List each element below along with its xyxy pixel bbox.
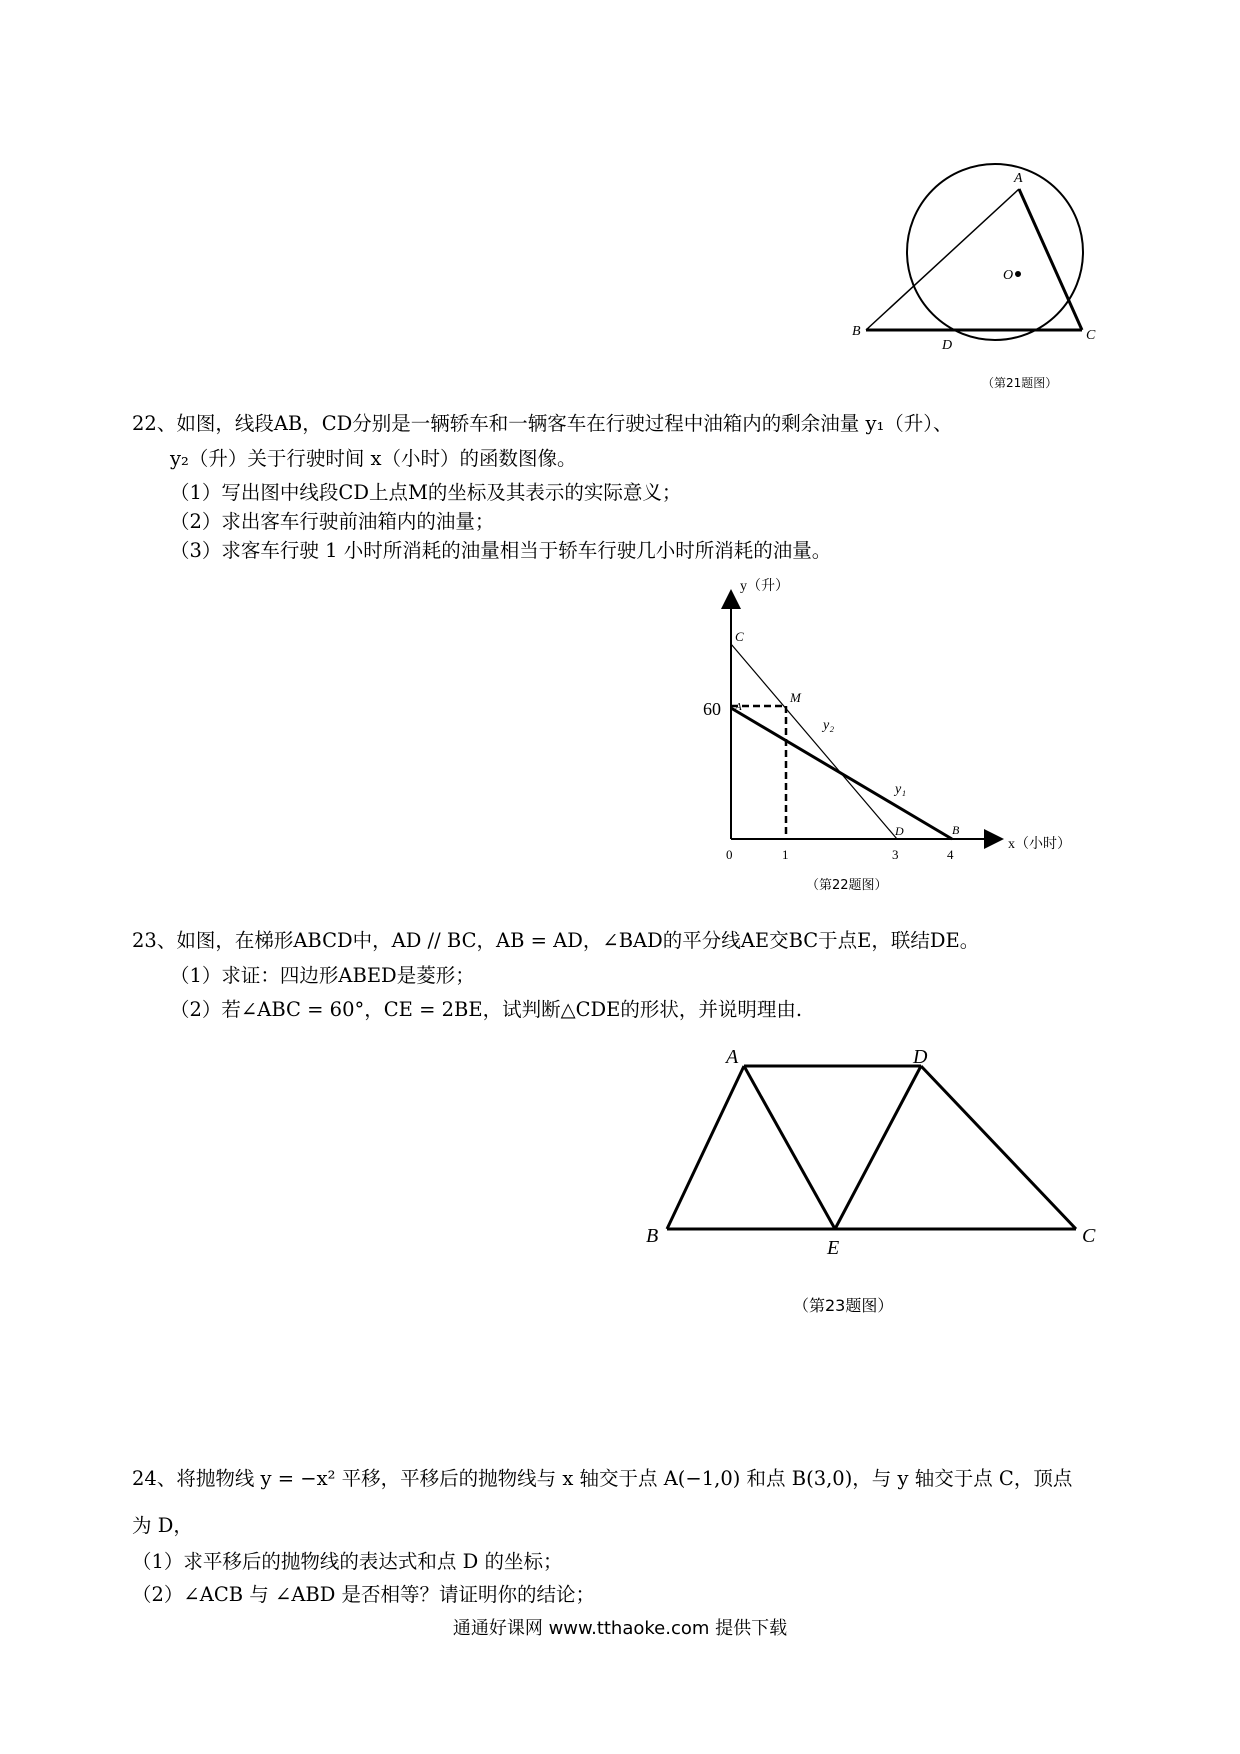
q24-line2: 为 D，	[132, 1514, 193, 1537]
label-d: D	[895, 824, 904, 838]
label-d: D	[942, 338, 953, 353]
q24-part2: （2）∠ACB 与 ∠ABD 是否相等？请证明你的结论；	[132, 1583, 596, 1606]
figure-23	[640, 1035, 1120, 1260]
q22-part2: （2）求出客车行驶前油箱内的油量；	[170, 510, 495, 533]
q22-part3: （3）求客车行驶 1 小时所消耗的油量相当于轿车行驶几小时所消耗的油量。	[170, 539, 832, 562]
label-a: A	[726, 1046, 739, 1068]
label-y2: y₂	[823, 718, 835, 733]
circle-o	[907, 164, 1083, 340]
q23-line1: 23、如图，在梯形ABCD中，AD // BC，AB = AD，∠BAD的平分线AE交BC于点E，联结DE。	[132, 929, 980, 952]
tick-4: 4	[947, 847, 954, 862]
label-b: B	[646, 1225, 659, 1247]
segment-ae	[744, 1066, 835, 1229]
q22-line2: y₂（升）关于行驶时间 x（小时）的函数图像。	[170, 447, 577, 470]
q22-part1: （1）写出图中线段CD上点M的坐标及其表示的实际意义；	[170, 481, 682, 504]
label-a: A	[735, 701, 742, 713]
segment-dc	[921, 1066, 1076, 1229]
label-b: B	[952, 823, 960, 837]
label-c: C	[735, 629, 744, 644]
label-y1: y₁	[895, 782, 907, 797]
label-a: A	[1014, 171, 1023, 186]
y-axis-label: y（升）	[740, 579, 789, 594]
segment-de	[835, 1066, 921, 1229]
x-axis-label: x（小时）	[1008, 837, 1071, 852]
q24-part1: （1）求平移后的抛物线的表达式和点 D 的坐标；	[132, 1550, 563, 1573]
q22-line1: 22、如图，线段AB，CD分别是一辆轿车和一辆客车在行驶过程中油箱内的剩余油量 y₁（升）、	[132, 412, 953, 435]
tick-1: 1	[782, 847, 789, 862]
label-b: B	[852, 324, 861, 339]
figure-21	[840, 160, 1130, 370]
q23-part1: （1）求证：四边形ABED是菱形；	[170, 964, 475, 987]
label-c: C	[1082, 1225, 1096, 1247]
label-d: D	[913, 1046, 928, 1068]
segment-ab	[667, 1066, 744, 1229]
label-e: E	[827, 1237, 840, 1259]
tick-60: 60	[703, 699, 721, 719]
tick-0: 0	[726, 847, 733, 862]
q23-part2: （2）若∠ABC = 60°，CE = 2BE，试判断△CDE的形状，并说明理由.	[170, 998, 803, 1021]
segment-ab	[866, 189, 1019, 330]
figure-22-caption: （第22题图）	[806, 878, 888, 893]
footer-text: 通通好课网 www.tthaoke.com 提供下载	[452, 1618, 788, 1639]
label-o: O	[1003, 268, 1014, 283]
center-point	[1015, 271, 1021, 277]
q24-line1: 24、将抛物线 y = −x² 平移，平移后的抛物线与 x 轴交于点 A(−1,0) 和点 B(3,0)，与 y 轴交于点 C，顶点	[132, 1467, 1073, 1490]
figure-21-caption: （第21题图）	[982, 376, 1058, 390]
figure-23-caption: （第23题图）	[793, 1296, 894, 1315]
label-c: C	[1086, 328, 1096, 343]
figure-22	[690, 575, 1110, 865]
tick-3: 3	[892, 847, 899, 862]
line-y2-cd	[731, 644, 897, 839]
label-m: M	[790, 690, 801, 705]
